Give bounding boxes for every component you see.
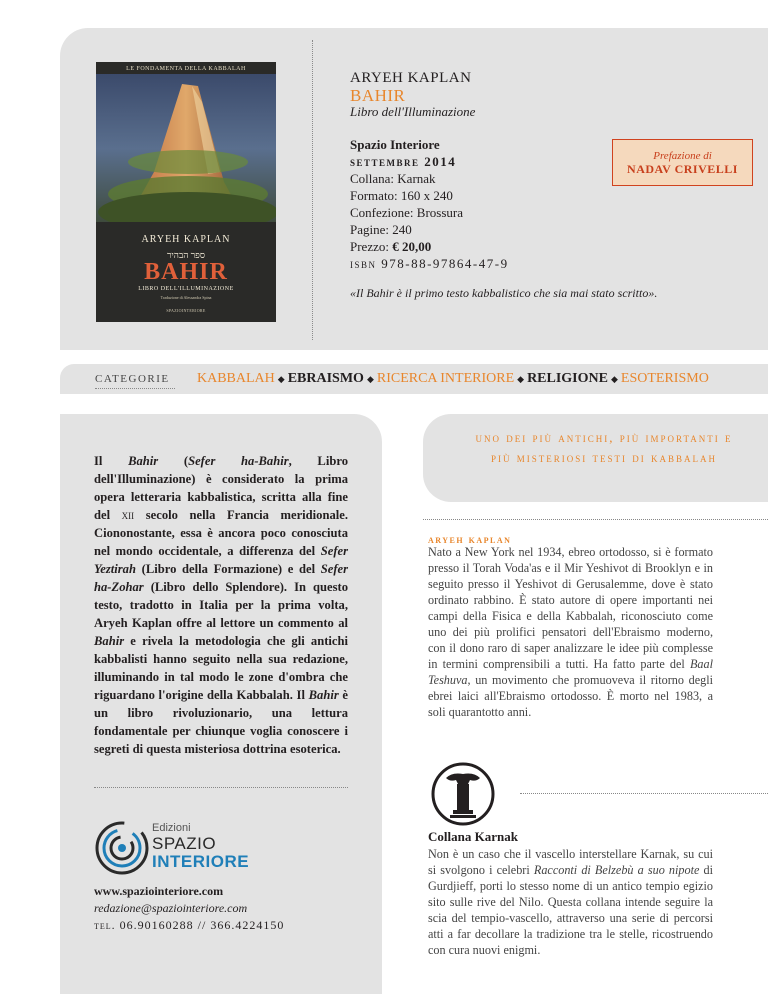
meta-prezzo-label: Prezzo:	[350, 239, 393, 254]
headline: uno dei più antichi, più importanti e più misteriosi testi di kabbalah	[475, 430, 733, 465]
vertical-divider	[312, 40, 313, 340]
preface-box	[612, 139, 753, 186]
logo-edizioni: Edizioni	[152, 822, 191, 834]
cover-hebrew-title: ספר הבהיר	[167, 250, 205, 260]
karnak-divider	[520, 793, 768, 794]
cover-author: ARYEH KAPLAN	[141, 234, 231, 245]
karnak-description: Non è un caso che il vascello interstellare Karnak, su cui si svolgono i celebri Racconti di Belzebù a suo nipote di Gurdjieff, porti lo stesso nome di un antico tempio egizio sito sulle rive del Nilo. Questa collana intende seguire la scia del tempio-vascello, attraverso una serie di percorsi atti a far decollare la tradizione tra le stelle, ricostruendo con cura nuovi enigmi.	[428, 847, 713, 957]
meta-isbn: isbn 978-88-97864-47-9	[350, 256, 509, 271]
cover-series-title: LE FONDAMENTA DELLA KABBALAH	[126, 66, 246, 72]
meta-prezzo-value: € 20,00	[392, 239, 432, 254]
preface-label: Prefazione di	[653, 150, 712, 162]
meta-collana: Collana: Karnak	[350, 171, 436, 186]
cover-publisher: SPAZIOINTERIORE	[166, 308, 206, 313]
book-subtitle: Libro dell'Illuminazione	[350, 104, 476, 119]
book-cover-image	[96, 62, 276, 322]
logo-interiore: INTERIORE	[152, 852, 250, 871]
meta-publisher: Spazio Interiore	[350, 137, 440, 152]
category-separator: ◆	[517, 374, 525, 384]
category-esoterismo[interactable]: ESOTERISMO	[620, 371, 709, 386]
meta-confezione: Confezione: Brossura	[350, 205, 464, 220]
categories-list	[197, 371, 709, 387]
bio-author-name: aryeh kaplan	[428, 532, 512, 546]
category-separator: ◆	[277, 374, 285, 384]
categories-label: CATEGORIE	[95, 373, 175, 389]
book-description: Il Bahir (Sefer ha-Bahir, Libro dell'Illuminazione) è considerato la prima opera letteraria kabbalistica, scritta alla fine del xii secolo nella Francia meridionale. Ciononostante, essa è ancora poco conosciuta nel mondo occidentale, a differenza del Sefer Yeztirah (Libro della Formazione) e del Sefer ha-Zohar (Libro dello Splendore). In questo testo, tradotto in Italia per la prima volta, Aryeh Kaplan offre al lettore un commento al Bahir e rivela la metodologia che gli antichi kabbalisti hanno seguito nella sua redazione, illuminando in tal modo le zone d'ombra che riguardano l'origine della Kabbalah. Il Bahir è un libro rivoluzionario, una lettura fondamentale per chiunque voglia conoscere i segreti di questa misteriosa dottrina esoterica.	[94, 454, 348, 756]
karnak-column-icon	[428, 762, 498, 826]
meta-pagine: Pagine: 240	[350, 222, 412, 237]
book-author: ARYEH KAPLAN	[350, 70, 472, 86]
spazio-interiore-logo-icon	[94, 820, 150, 876]
description-divider	[94, 787, 348, 788]
category-religione[interactable]: RELIGIONE	[527, 371, 608, 386]
category-kabbalah[interactable]: KABBALAH	[197, 371, 275, 386]
book-quote: «Il Bahir è il primo testo kabbalistico che sia mai stato scritto».	[350, 286, 658, 300]
cover-subtitle: LIBRO DELL'ILLUMINAZIONE	[138, 286, 234, 292]
author-bio: Nato a New York nel 1934, ebreo ortodosso, si è formato presso il Torah Voda'as e il Mir Yeshivot di Brooklyn e in seguito presso il Yeshivot di Gerusalemme, dove è stato ordinato rabbino. È stato autore di opere importanti nei campi della Fisica e della Kabbalah, riconosciuto come uno dei più prolifici pensatori dell'Ebraismo moderno, con il dono raro di saper analizzare le idee più complesse in termini comprensibili a tutti. Ha fatto parte del Baal Teshuva, un movimento che promuoveva il ritorno degli ebrei laici all'Ebraismo ortodosso. È morto nel 1983, a soli quarantotto anni.	[428, 545, 713, 719]
cover-title: BAHIR	[144, 259, 228, 285]
telephone: tel. 06.90160288 // 366.4224150	[94, 918, 285, 932]
cover-translator: Traduzione di Alessandra Spina	[160, 295, 212, 300]
karnak-title: Collana Karnak	[428, 829, 518, 844]
category-separator: ◆	[610, 374, 618, 384]
logo-spazio: SPAZIO	[152, 834, 217, 853]
meta-prezzo	[350, 238, 509, 255]
meta-date: settembre 2014	[350, 154, 457, 169]
category-ricerca-interiore[interactable]: RICERCA INTERIORE	[376, 371, 515, 386]
headline-divider	[423, 519, 768, 520]
website-link[interactable]: www.spaziointeriore.com	[94, 884, 224, 898]
email-link[interactable]: redazione@spaziointeriore.com	[94, 901, 248, 915]
book-metadata	[350, 136, 509, 272]
meta-formato: Formato: 160 x 240	[350, 188, 453, 203]
category-separator: ◆	[366, 374, 374, 384]
preface-name: NADAV CRIVELLI	[627, 162, 738, 176]
book-title: BAHIR	[350, 86, 406, 105]
category-ebraismo[interactable]: EBRAISMO	[287, 371, 364, 386]
